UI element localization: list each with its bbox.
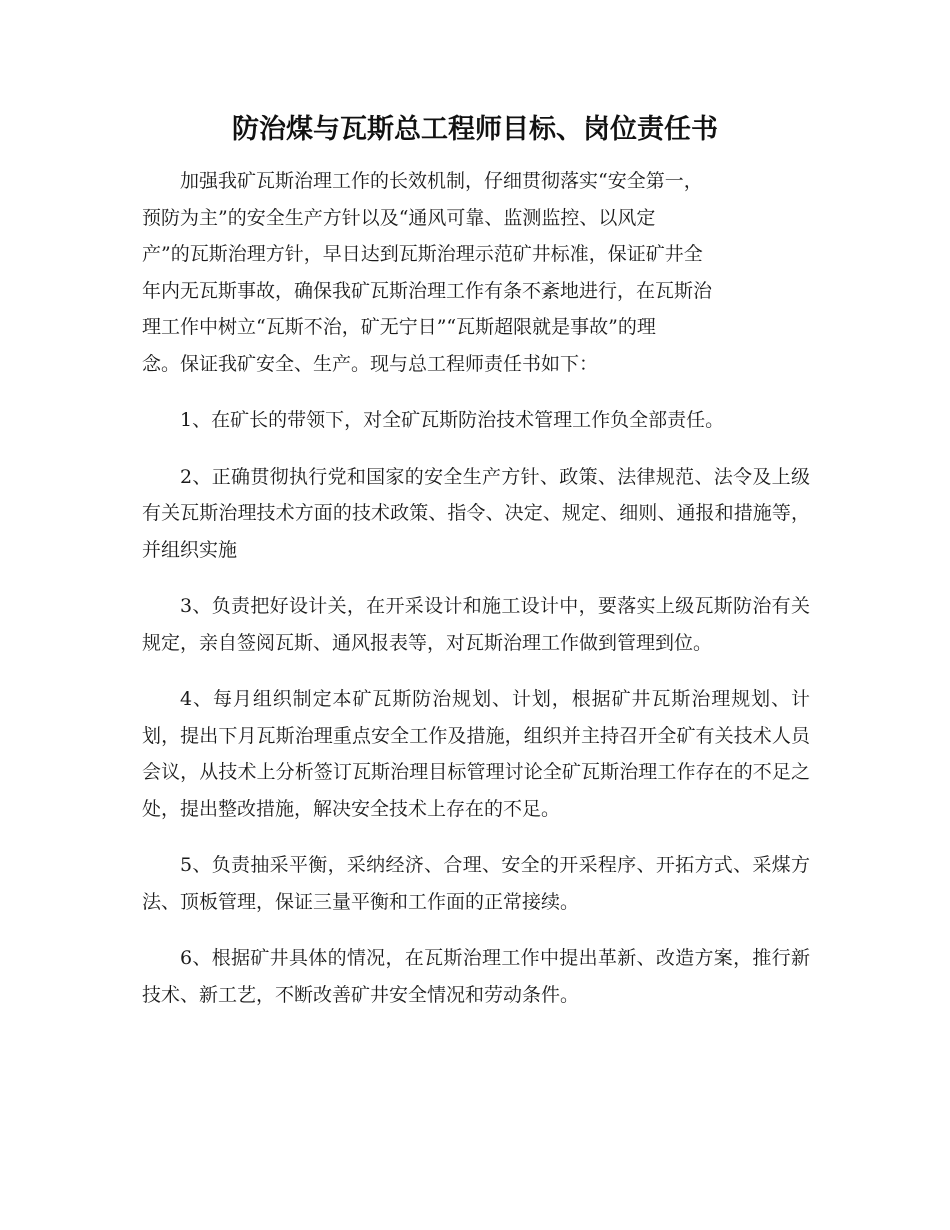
document-title: 防治煤与瓦斯总工程师目标、岗位责任书: [232, 114, 718, 145]
responsibility-item-2: 2、正确贯彻执行党和国家的安全生产方针、政策、法律规范、法令及上级有关瓦斯治理技术方面的技术政策、指令、决定、规定、细则、通报和措施等，并组织实施: [142, 465, 810, 561]
responsibility-item-3: 3、负责把好设计关，在开采设计和施工设计中，要落实上级瓦斯防治有关规定，亲自签阅瓦斯、通风报表等，对瓦斯治理工作做到管理到位。: [142, 595, 810, 654]
responsibility-item-6: 6、根据矿井具体的情况，在瓦斯治理工作中提出革新、改造方案，推行新技术、新工艺，不断改善矿井安全情况和劳动条件。: [142, 947, 810, 1006]
intro-line: 理工作中树立“瓦斯不治，矿无宁日”“瓦斯超限就是事故”的理: [142, 316, 656, 338]
responsibility-item-1: 1、在矿长的带领下，对全矿瓦斯防治技术管理工作负全部责任。: [180, 409, 725, 431]
intro-line: 产”的瓦斯治理方针，早日达到瓦斯治理示范矿井标准，保证矿井全: [142, 243, 703, 265]
responsibility-item-5: 5、负责抽采平衡，采纳经济、合理、安全的开采程序、开拓方式、采煤方法、顶板管理，保证三量平衡和工作面的正常接续。: [142, 854, 810, 913]
document-body: [142, 163, 810, 1033]
intro-line: 年内无瓦斯事故，确保我矿瓦斯治理工作有条不紊地进行，在瓦斯治: [142, 279, 713, 302]
intro-line: 加强我矿瓦斯治理工作的长效机制，仔细贯彻落实“安全第一，: [180, 170, 703, 192]
intro-paragraph: [142, 163, 810, 382]
responsibility-item-4: 4、每月组织制定本矿瓦斯防治规划、计划，根据矿井瓦斯治理规划、计划，提出下月瓦斯治理重点安全工作及措施，组织并主持召开全矿有关技术人员会议，从技术上分析签订瓦斯治理目标管理讨论全矿瓦斯治理工作存在的不足之处，提出整改措施，解决安全技术上存在的不足。: [142, 688, 810, 820]
intro-line: 念。保证我矿安全、生产。现与总工程师责任书如下：: [142, 352, 599, 375]
intro-line: 预防为主”的安全生产方针以及“通风可靠、监测监控、以风定: [142, 206, 656, 229]
